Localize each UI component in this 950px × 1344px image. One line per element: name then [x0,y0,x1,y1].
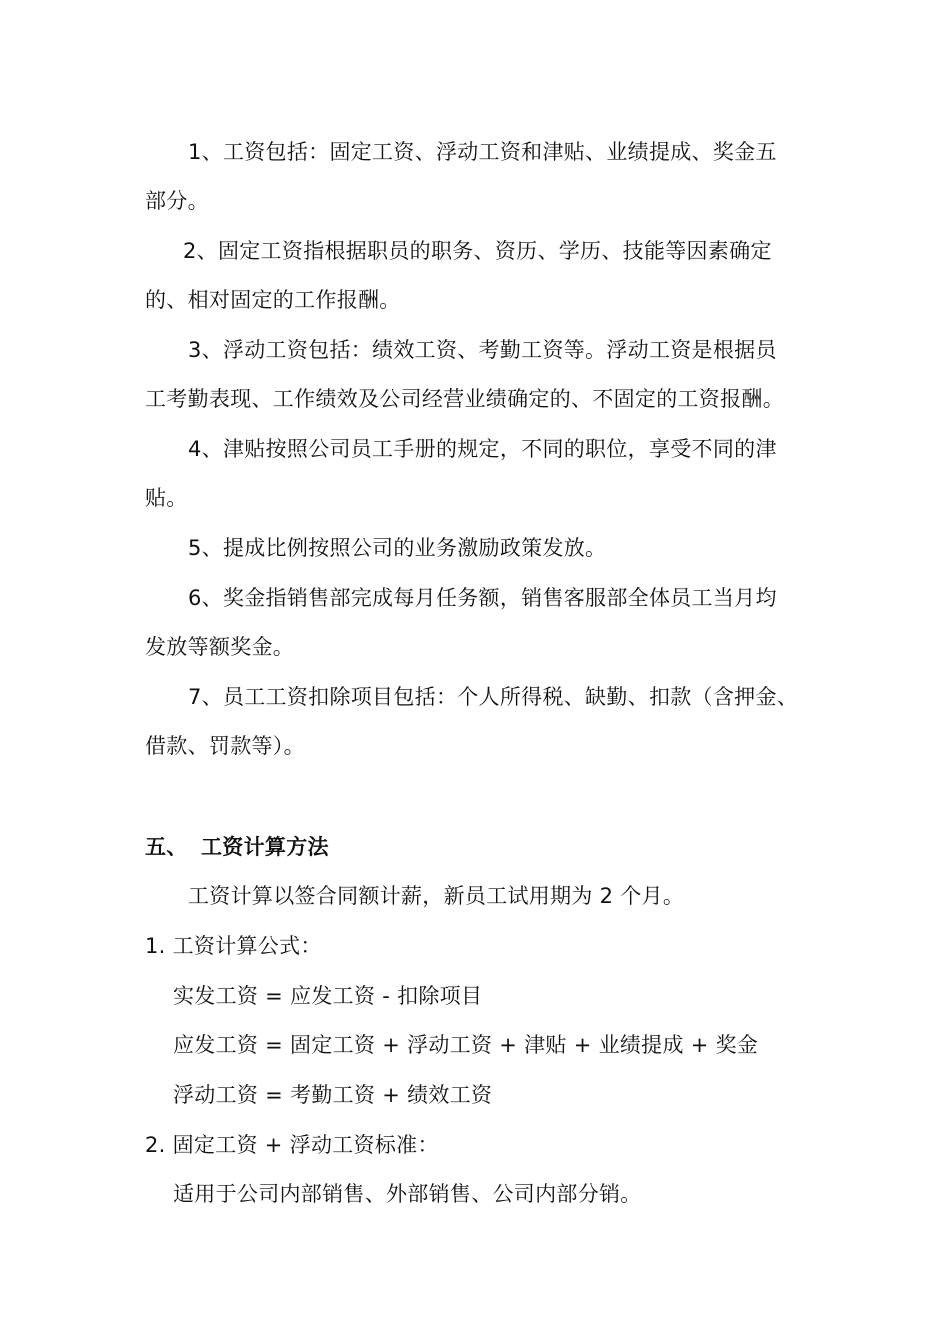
section-5-heading [145,834,329,860]
item-3-line-1: 3、浮动工资包括：绩效工资、考勤工资等。浮动工资是根据员 [188,338,777,362]
item-4-line-2: 贴。 [145,486,188,510]
item-6-line-2: 发放等额奖金。 [145,635,295,659]
section-5-intro: 工资计算以签合同额计薪，新员工试用期为 2 个月。 [188,884,685,908]
item-6-line-1: 6、奖金指销售部完成每月任务额，销售客服部全体员工当月均 [188,586,777,610]
item-5-line-1: 5、提成比例按照公司的业务激励政策发放。 [188,536,607,560]
item-2-line-2: 的、相对固定的工作报酬。 [145,288,401,312]
standard-scope: 适用于公司内部销售、外部销售、公司内部分销。 [173,1182,642,1206]
section-5-number: 五、 [145,835,188,859]
standard-title: 2. 固定工资 + 浮动工资标准： [145,1133,439,1157]
section-5-title: 工资计算方法 [201,835,329,859]
item-7-line-1: 7、员工工资扣除项目包括：个人所得税、缺勤、扣款（含押金、 [188,685,799,709]
item-4-line-1: 4、津贴按照公司员工手册的规定，不同的职位，享受不同的津 [188,437,777,461]
formula-floating-pay: 浮动工资 = 考勤工资 + 绩效工资 [173,1083,493,1107]
formula-list-title: 1. 工资计算公式： [145,934,322,958]
item-1-line-1: 1、工资包括：固定工资、浮动工资和津贴、业绩提成、奖金五 [188,140,777,164]
item-2-line-1: 2、固定工资指根据职员的职务、资历、学历、技能等因素确定 [183,239,772,263]
formula-net-pay: 实发工资 = 应发工资 - 扣除项目 [173,984,483,1008]
item-3-line-2: 工考勤表现、工作绩效及公司经营业绩确定的、不固定的工资报酬。 [145,387,784,411]
formula-gross-pay: 应发工资 = 固定工资 + 浮动工资 + 津贴 + 业绩提成 + 奖金 [173,1033,759,1057]
item-1-line-2: 部分。 [145,189,209,213]
item-7-line-2: 借款、罚款等）。 [145,734,305,758]
